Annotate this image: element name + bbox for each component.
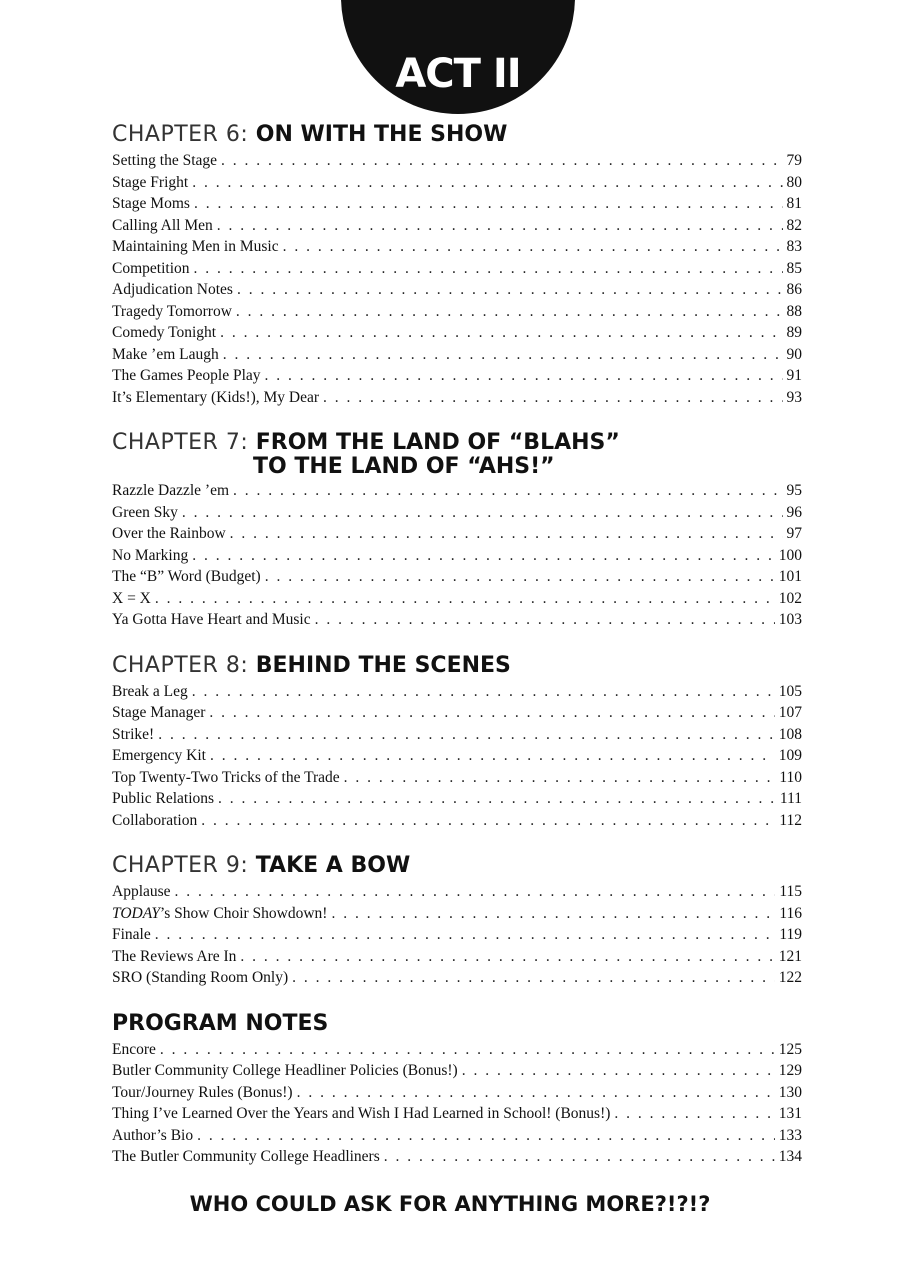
- entry-page: 100: [778, 546, 802, 564]
- toc-entry[interactable]: [112, 967, 802, 989]
- toc-entry[interactable]: [112, 1125, 802, 1147]
- entry-title: Stage Fright: [112, 173, 189, 191]
- dot-leader: [209, 702, 774, 724]
- entry-title: Calling All Men: [112, 216, 213, 234]
- entry-title: Top Twenty-Two Tricks of the Trade: [112, 768, 340, 786]
- entry-page: 90: [786, 345, 802, 363]
- program-notes-heading: PROGRAM NOTES: [112, 1010, 329, 1036]
- dot-leader: [210, 745, 775, 767]
- dot-leader: [315, 609, 775, 631]
- dot-leader: [223, 344, 783, 366]
- entry-title: The “B” Word (Budget): [112, 568, 261, 585]
- entry-title-italic: TODAY: [112, 904, 160, 922]
- toc-entry[interactable]: [112, 1103, 802, 1125]
- entry-page: 80: [786, 173, 802, 191]
- toc-entry[interactable]: [112, 480, 802, 502]
- chapter-6-section: [112, 122, 802, 408]
- chapter-8-section: [112, 653, 802, 832]
- entry-title: Make ’em Laugh: [112, 345, 219, 363]
- act-title: ACT II: [395, 51, 521, 97]
- dot-leader: [233, 480, 782, 502]
- dot-leader: [297, 1082, 775, 1104]
- entry-page: 111: [779, 790, 802, 807]
- entry-page: 110: [779, 768, 802, 786]
- entry-title: The Games People Play: [112, 367, 261, 384]
- dot-leader: [218, 788, 776, 810]
- entry-title: X = X: [112, 589, 151, 607]
- entry-page: 134: [778, 1148, 802, 1165]
- entry-page: 109: [778, 747, 802, 764]
- dot-leader: [614, 1103, 774, 1125]
- entry-page: 131: [778, 1105, 802, 1122]
- entry-page: 122: [778, 969, 802, 986]
- entry-page: 79: [786, 152, 802, 169]
- entry-title: Competition: [112, 259, 190, 277]
- entry-page: 96: [786, 503, 802, 521]
- chapter-title-line2: TO THE LAND OF “AHS!”: [253, 454, 555, 479]
- toc-entry[interactable]: [112, 172, 802, 194]
- entry-page: 112: [779, 811, 802, 829]
- dot-leader: [194, 193, 783, 215]
- entry-page: 91: [786, 367, 802, 384]
- entry-page: 88: [786, 302, 802, 320]
- entry-title: Maintaining Men in Music: [112, 238, 279, 255]
- entry-title: Collaboration: [112, 811, 198, 829]
- entry-title: Thing I’ve Learned Over the Years and Wish I Had Learned in School! (Bonus!): [112, 1105, 611, 1122]
- toc-entry[interactable]: [112, 344, 802, 366]
- toc-entry[interactable]: [112, 881, 802, 903]
- chapter-9-heading: [112, 853, 802, 879]
- dot-leader: [197, 1125, 775, 1147]
- entry-page: 97: [786, 525, 802, 542]
- dot-leader: [384, 1146, 775, 1168]
- entry-title: Stage Manager: [112, 704, 206, 721]
- dot-leader: [217, 215, 783, 237]
- toc-entry[interactable]: [112, 365, 802, 387]
- toc-entry[interactable]: [112, 387, 802, 409]
- entry-title: [112, 903, 327, 925]
- entry-page: 121: [778, 947, 802, 965]
- toc-entry[interactable]: [112, 724, 802, 746]
- toc-entry[interactable]: [112, 258, 802, 280]
- dot-leader: [236, 301, 783, 323]
- toc-entry[interactable]: [112, 788, 802, 810]
- dot-leader: [160, 1039, 775, 1061]
- dot-leader: [175, 881, 776, 903]
- toc-entry[interactable]: [112, 702, 802, 724]
- entry-page: 119: [779, 926, 802, 943]
- entry-page: 101: [778, 568, 802, 585]
- entry-page: 83: [786, 238, 802, 255]
- toc-entry[interactable]: [112, 545, 802, 567]
- entry-title-rest: ’s Show Choir Showdown!: [159, 904, 328, 922]
- entry-title: Applause: [112, 883, 171, 900]
- entry-page: 105: [778, 682, 802, 700]
- dot-leader: [323, 387, 782, 409]
- dot-leader: [292, 967, 775, 989]
- chapter-9-section: [112, 853, 802, 989]
- chapter-8-heading: [112, 653, 802, 679]
- toc-entry[interactable]: [112, 1060, 802, 1082]
- entry-page: 129: [778, 1062, 802, 1079]
- dot-leader: [265, 365, 783, 387]
- entry-page: 125: [778, 1040, 802, 1058]
- entry-page: 82: [786, 216, 802, 234]
- entry-page: 89: [786, 324, 802, 341]
- entry-title: Break a Leg: [112, 682, 188, 700]
- toc-entry[interactable]: [112, 322, 802, 344]
- chapter-title: ON WITH THE SHOW: [255, 122, 508, 147]
- toc-entry[interactable]: [112, 1082, 802, 1104]
- entry-title: Author’s Bio: [112, 1126, 194, 1144]
- toc-entry[interactable]: [112, 1039, 802, 1061]
- dot-leader: [344, 767, 776, 789]
- toc-entry[interactable]: [112, 215, 802, 237]
- entry-title: No Marking: [112, 546, 189, 564]
- dot-leader: [462, 1060, 775, 1082]
- toc-entry[interactable]: [112, 193, 802, 215]
- entry-title: Encore: [112, 1040, 156, 1058]
- chapter-6-heading: [112, 122, 802, 148]
- dot-leader: [158, 724, 775, 746]
- chapter-title: BEHIND THE SCENES: [255, 652, 511, 678]
- toc-entry[interactable]: [112, 745, 802, 767]
- dot-leader: [182, 502, 783, 524]
- entry-page: 108: [778, 725, 802, 743]
- entry-title: Finale: [112, 926, 151, 943]
- toc-entry[interactable]: [112, 588, 802, 610]
- entry-title: Adjudication Notes: [112, 281, 233, 298]
- entry-title: Ya Gotta Have Heart and Music: [112, 611, 311, 628]
- toc-entry[interactable]: [112, 502, 802, 524]
- dot-leader: [237, 279, 783, 301]
- toc-entry[interactable]: [112, 810, 802, 832]
- entry-page: 102: [778, 589, 802, 607]
- dot-leader: [201, 810, 775, 832]
- toc-entry[interactable]: [112, 609, 802, 631]
- dot-leader: [192, 172, 782, 194]
- table-of-contents: [112, 122, 802, 1182]
- chapter-title: TAKE A BOW: [255, 853, 411, 878]
- entry-title: Butler Community College Headliner Policies (Bonus!): [112, 1062, 458, 1079]
- entry-title: Razzle Dazzle ’em: [112, 482, 230, 499]
- chapter-prefix: CHAPTER 6:: [112, 122, 256, 147]
- entry-title: Over the Rainbow: [112, 525, 226, 542]
- dot-leader: [265, 566, 775, 588]
- toc-entry[interactable]: [112, 946, 802, 968]
- dot-leader: [221, 150, 782, 172]
- entry-title: It’s Elementary (Kids!), My Dear: [112, 388, 320, 406]
- entry-page: 103: [778, 611, 802, 628]
- chapter-prefix: CHAPTER 7:: [112, 430, 256, 455]
- toc-entry[interactable]: [112, 236, 802, 258]
- chapter-7-heading: [112, 430, 802, 478]
- dot-leader: [283, 236, 783, 258]
- entry-title: Setting the Stage: [112, 152, 218, 169]
- chapter-7-section: [112, 430, 802, 631]
- entry-page: 116: [779, 904, 802, 922]
- dot-leader: [155, 588, 775, 610]
- entry-title: Strike!: [112, 725, 155, 743]
- dot-leader: [220, 322, 782, 344]
- entry-title: Green Sky: [112, 503, 178, 521]
- entry-page: 85: [786, 259, 802, 277]
- toc-entry[interactable]: [112, 301, 802, 323]
- dot-leader: [240, 946, 774, 968]
- entry-page: 115: [779, 883, 802, 900]
- toc-entry[interactable]: [112, 1146, 802, 1168]
- entry-title: The Butler Community College Headliners: [112, 1148, 380, 1165]
- entry-title: SRO (Standing Room Only): [112, 969, 289, 986]
- dot-leader: [331, 903, 775, 925]
- entry-title: Emergency Kit: [112, 747, 206, 764]
- entry-page: 93: [786, 388, 802, 406]
- entry-title: Comedy Tonight: [112, 324, 217, 341]
- entry-page: 81: [786, 195, 802, 212]
- toc-entry[interactable]: [112, 681, 802, 703]
- entry-title: Public Relations: [112, 790, 215, 807]
- dot-leader: [155, 924, 776, 946]
- dot-leader: [194, 258, 783, 280]
- entry-page: 95: [786, 482, 802, 499]
- program-notes-section: [112, 1011, 802, 1168]
- entry-page: 86: [786, 281, 802, 298]
- entry-title: Tragedy Tomorrow: [112, 302, 232, 320]
- toc-entry[interactable]: [112, 523, 802, 545]
- chapter-title: FROM THE LAND OF “BLAHS”: [255, 430, 620, 455]
- toc-entry[interactable]: [112, 924, 802, 946]
- toc-entry[interactable]: [112, 566, 802, 588]
- toc-entry[interactable]: [112, 279, 802, 301]
- dot-leader: [192, 681, 775, 703]
- toc-entry[interactable]: [112, 903, 802, 925]
- entry-page: 133: [778, 1126, 802, 1144]
- entry-page: 130: [778, 1083, 802, 1101]
- chapter-prefix: CHAPTER 9:: [112, 853, 256, 878]
- entry-title: The Reviews Are In: [112, 947, 237, 965]
- chapter-prefix: CHAPTER 8:: [112, 652, 256, 678]
- toc-entry[interactable]: [112, 150, 802, 172]
- entry-title: Stage Moms: [112, 195, 190, 212]
- entry-title: Tour/Journey Rules (Bonus!): [112, 1083, 293, 1101]
- dot-leader: [230, 523, 783, 545]
- entry-page: 107: [778, 704, 802, 721]
- toc-entry[interactable]: [112, 767, 802, 789]
- dot-leader: [192, 545, 775, 567]
- closing-line: WHO COULD ASK FOR ANYTHING MORE?!?!?: [189, 1192, 711, 1216]
